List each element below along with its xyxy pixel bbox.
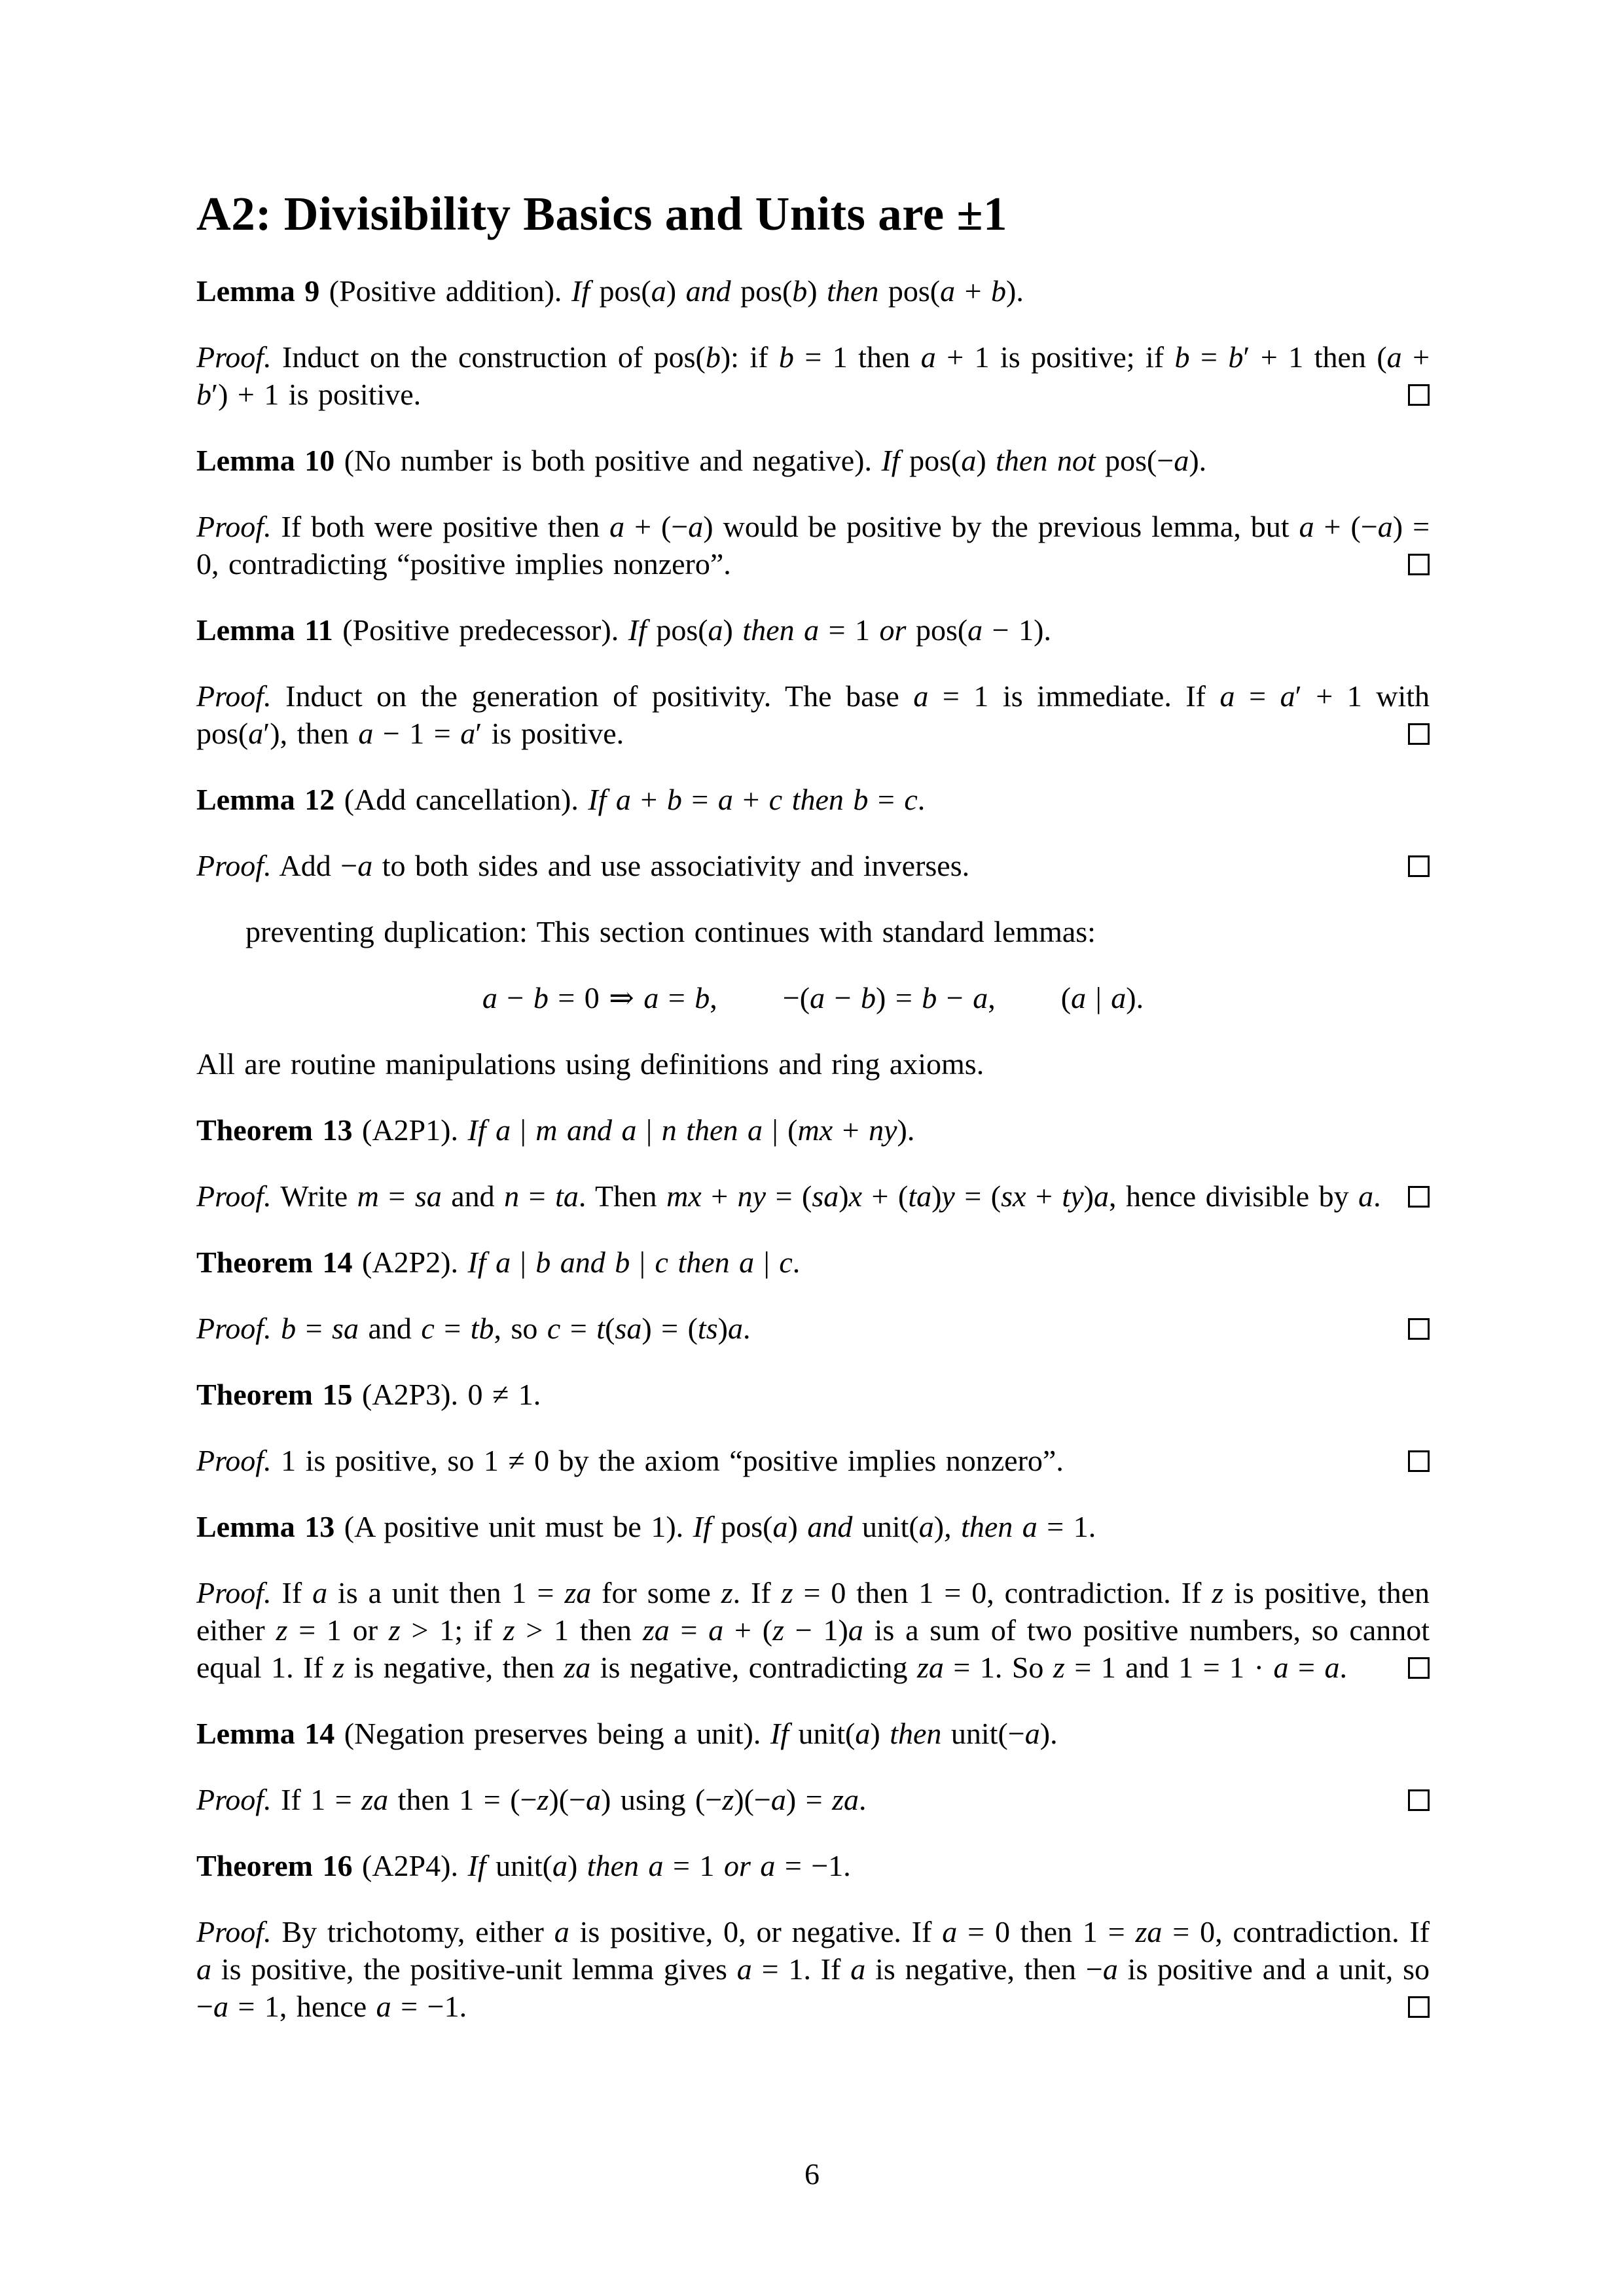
math-run: a = −1	[376, 1990, 460, 2023]
proof-lemma-14: Proof. If 1 = za then 1 = (−z)(−a) using (−z)(−a) = za.	[196, 1781, 1430, 1818]
qed-box	[1408, 554, 1430, 575]
math-run: b	[792, 274, 808, 308]
math-run: a | b	[496, 1246, 551, 1279]
proof-lemma-12: Proof. Add −a to both sides and use associativity and inverses.	[196, 847, 1430, 884]
lemma-10-statement: Lemma 10 (No number is both positive and negative). If pos(a) then not pos(−a).	[196, 444, 1207, 477]
math-run: a	[1358, 1179, 1374, 1213]
theorem-13-statement: Theorem 13 (A2P1). If a | m and a | n then a | (mx + ny).	[196, 1113, 915, 1147]
qed-box	[1408, 1318, 1430, 1340]
math-run: a + (−a) = 0	[196, 510, 1430, 581]
math-run: 0 ≠ 1	[467, 1378, 533, 1411]
lemma-14-statement: Lemma 14 (Negation preserves being a unit). If unit(a) then unit(−a).	[196, 1717, 1058, 1750]
math-run: a | m	[496, 1113, 558, 1147]
qed-box	[1408, 1996, 1430, 2018]
math-run: a | (mx + ny)	[747, 1113, 907, 1147]
lemma-13-statement: Lemma 13 (A positive unit must be 1). If pos(a) and unit(a), then a = 1.	[196, 1510, 1096, 1543]
math-run: a	[708, 613, 723, 647]
proof-lemma-10: Proof. If both were positive then a + (−a) would be positive by the previous lemma, but a + (−a) = 0, contradicting “positive implies nonzero”.	[196, 510, 1430, 581]
math-run: 1 = 0	[918, 1576, 987, 1609]
math-run: a	[552, 1849, 568, 1882]
equation-part: a − b = 0 ⇒ a = b,	[482, 981, 717, 1014]
math-run: −a	[340, 849, 373, 882]
math-run: b = c	[853, 783, 918, 816]
proof-theorem-14: Proof. b = sa and c = tb, so c = t(sa) = (ts)a.	[196, 1310, 1430, 1347]
math-run: a	[554, 1915, 569, 1948]
math-run: a	[961, 444, 977, 477]
math-run: 1 = 1 · a = a	[1178, 1651, 1340, 1684]
math-run: za	[564, 1651, 591, 1684]
qed-box	[1408, 1789, 1430, 1811]
math-run: 1 = za = 0	[1082, 1915, 1216, 1948]
math-run: a	[855, 1717, 871, 1750]
math-run: (a + b′) + 1	[196, 340, 1430, 411]
math-run: a = a′ + 1	[1219, 679, 1362, 713]
math-run: a′	[248, 717, 270, 750]
math-run: a = 1	[804, 613, 871, 647]
math-run: a + 1	[920, 340, 990, 374]
lemma-12-statement: Lemma 12 (Add cancellation). If a + b = a + c then b = c.	[196, 783, 926, 816]
math-run: n = ta	[504, 1179, 579, 1213]
continuation-paragraph: preventing duplication: This section continues with standard lemmas:	[245, 915, 1096, 948]
equation-part: (a | a).	[1060, 981, 1144, 1014]
math-run: a	[850, 1952, 866, 1986]
math-run: b = 1	[778, 340, 848, 374]
proof-lemma-13: Proof. If a is a unit then 1 = za for some z. If z = 0 then 1 = 0, contradiction. If z is positive, then either z = 1 or z > 1; if z > 1 then za = a + (z − 1)a is a sum of two positive numbers, so cannot equal 1. If z is negative, then za is negative, contradicting za = 1. So z = 1 and 1 = 1 · a = a.	[196, 1576, 1430, 1684]
math-run: a + b	[940, 274, 1007, 308]
math-run: a | n	[621, 1113, 677, 1147]
math-run: a = 1	[648, 1849, 715, 1882]
math-run: a	[772, 1510, 788, 1543]
document-body	[196, 272, 1430, 2025]
proof-theorem-13: Proof. Write m = sa and n = ta. Then mx + ny = (sa)x + (ta)y = (sx + ty)a, hence divisible by a.	[196, 1177, 1430, 1215]
math-run: a = 1	[736, 1952, 804, 1986]
remark-paragraph: All are routine manipulations using definitions and ring axioms.	[196, 1047, 984, 1081]
math-run: z	[721, 1576, 733, 1609]
theorem-16-statement: Theorem 16 (A2P4). If unit(a) then a = 1 or a = −1.	[196, 1849, 851, 1882]
math-run: z = 1	[1053, 1651, 1116, 1684]
math-run: c = t(sa) = (ts)a	[547, 1312, 743, 1345]
qed-box	[1408, 1186, 1430, 1208]
proof-theorem-16: Proof. By trichotomy, either a is positive, 0, or negative. If a = 0 then 1 = za = 0, contradiction. If a is positive, the positive-unit lemma gives a = 1. If a is negative, then −a is positive and a unit, so −a = 1, hence a = −1.	[196, 1915, 1430, 2023]
math-run: a	[918, 1510, 934, 1543]
math-run: a	[196, 1952, 211, 1986]
math-run: b | c	[615, 1246, 668, 1279]
math-run: b	[705, 340, 721, 374]
math-run: za = a + (z − 1)a	[642, 1613, 863, 1647]
math-run: b = b′ + 1	[1174, 340, 1304, 374]
qed-box	[1408, 1657, 1430, 1679]
math-run: a + (−a)	[609, 510, 713, 543]
theorem-14-statement: Theorem 14 (A2P2). If a | b and b | c then a | c.	[196, 1246, 801, 1279]
math-run: a = 0	[942, 1915, 1010, 1948]
math-run: 1 = (−z)(−a)	[459, 1783, 611, 1816]
page-number: 6	[804, 2157, 820, 2191]
math-run: a	[312, 1576, 328, 1609]
display-equation	[196, 979, 1430, 1016]
math-run: c = tb	[421, 1312, 494, 1345]
section-title: A2: Divisibility Basics and Units are ±1	[196, 187, 1008, 240]
math-run: −a	[1157, 444, 1189, 477]
equation-part: −(a − b) = b − a,	[782, 981, 996, 1014]
math-run: mx + ny = (sa)x + (ta)y = (sx + ty)a	[666, 1179, 1109, 1213]
proof-theorem-15: Proof. 1 is positive, so 1 ≠ 0 by the axiom “positive implies nonzero”.	[196, 1442, 1430, 1479]
math-run: (−z)(−a) = za	[695, 1783, 859, 1816]
theorem-15-statement: Theorem 15 (A2P3). 0 ≠ 1.	[196, 1378, 541, 1411]
math-run: b = sa	[281, 1312, 359, 1345]
math-run: a | c	[739, 1246, 793, 1279]
proof-lemma-9: Proof. Induct on the construction of pos(b): if b = 1 then a + 1 is positive; if b = b′ + 1 then (a + b′) + 1 is positive.	[196, 340, 1430, 411]
qed-box	[1408, 384, 1430, 406]
math-run: z = 1	[276, 1613, 342, 1647]
qed-box	[1408, 1450, 1430, 1472]
math-run: a + b = a + c	[615, 783, 783, 816]
qed-box	[1408, 723, 1430, 745]
math-run: za = 1	[916, 1651, 995, 1684]
math-run: z	[333, 1651, 345, 1684]
math-run: z > 1	[503, 1613, 569, 1647]
math-run: 1 ≠ 0	[483, 1444, 550, 1477]
lemma-9-statement: Lemma 9 (Positive addition). If pos(a) and pos(b) then pos(a + b).	[196, 274, 1024, 308]
math-run: a = 1	[913, 679, 989, 713]
math-run: a	[651, 274, 666, 308]
math-run: m = sa	[357, 1179, 442, 1213]
lemma-11-statement: Lemma 11 (Positive predecessor). If pos(a) then a = 1 or pos(a − 1).	[196, 613, 1051, 647]
math-run: 1 = za	[310, 1783, 389, 1816]
math-run: 1 = za	[511, 1576, 592, 1609]
math-run: a = 1	[1022, 1510, 1089, 1543]
math-run: z > 1	[388, 1613, 455, 1647]
math-run: −a	[1085, 1952, 1118, 1986]
math-run: −a	[1007, 1717, 1040, 1750]
math-run: −a = 1	[196, 1990, 280, 2023]
math-run: z = 0	[781, 1576, 846, 1609]
math-run: z	[1212, 1576, 1224, 1609]
math-run: a = −1	[760, 1849, 844, 1882]
qed-box	[1408, 855, 1430, 877]
proof-lemma-11: Proof. Induct on the generation of positivity. The base a = 1 is immediate. If a = a′ + 1 with pos(a′), then a − 1 = a′ is positive.	[196, 679, 1430, 750]
document-content	[196, 187, 1430, 2054]
math-run: a − 1 = a′	[358, 717, 482, 750]
math-run: a − 1	[967, 613, 1034, 647]
